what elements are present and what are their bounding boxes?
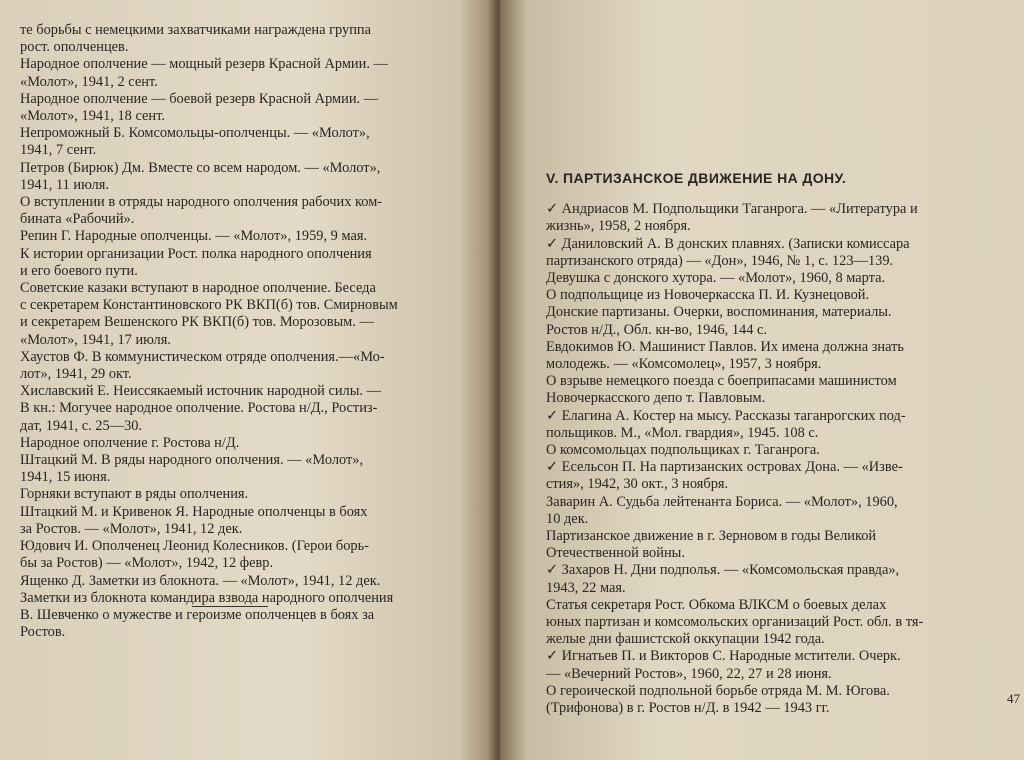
left-page-line: и секретарем Вешенского РК ВКП(б) тов. Морозовым. — [20, 314, 374, 331]
left-page-line: рост. ополченцев. [20, 39, 129, 56]
right-page-line: ✓ Игнатьев П. и Викторов С. Народные мстители. Очерк. [546, 648, 901, 665]
left-page-line: Хиславский Е. Неиссякаемый источник народной силы. — [20, 383, 381, 400]
right-page-line: Ростов н/Д., Обл. кн-во, 1946, 144 с. [546, 321, 768, 338]
left-page-line: К истории организации Рост. полка народного ополчения [20, 245, 372, 262]
right-page-line: жизнь», 1958, 2 ноября. [546, 218, 691, 235]
left-page-line: 1941, 7 сент. [20, 142, 97, 159]
right-page-line: ✓ Есельсон П. На партизанских островах Дона. — «Изве- [546, 459, 903, 476]
left-page-line: Юдович И. Ополченец Леонид Колесников. (Герои борь- [20, 538, 369, 555]
left-page-line: бината «Рабочий». [20, 211, 135, 228]
right-page-line: юных партизан и комсомольских организаций Рост. обл. в тя- [546, 614, 924, 631]
left-page-line: Советские казаки вступают в народное ополчение. Беседа [20, 280, 376, 297]
left-page-line: Заметки из блокнота командира взвода народного ополчения [20, 589, 394, 606]
right-page-text [546, 201, 1014, 717]
left-page-line: те борьбы с немецкими захватчиками награждена группа [20, 22, 371, 38]
left-page-line: Штацкий М. В ряды народного ополчения. — «Молот», [20, 452, 364, 469]
section-heading: V. ПАРТИЗАНСКОЕ ДВИЖЕНИЕ НА ДОНУ. [546, 170, 847, 186]
right-page-line: Статья секретаря Рост. Обкома ВЛКСМ о боевых делах [546, 596, 887, 613]
right-page-line: Новочеркасского депо т. Павловым. [546, 390, 766, 407]
left-page-line: «Молот», 1941, 2 сент. [20, 73, 158, 90]
right-page-line: О подпольщице из Новочеркасска П. И. Кузнецовой. [546, 287, 870, 304]
left-page-line: Непроможный Б. Комсомольцы-ополченцы. — «Молот», [20, 125, 370, 142]
left-page-line: 1941, 11 июля. [20, 176, 109, 193]
left-page-line: дат, 1941, с. 25—30. [20, 417, 143, 434]
left-page-text [20, 22, 470, 641]
right-page-line: ✓ Андриасов М. Подпольщики Таганрога. — «Литература и [546, 201, 918, 218]
right-page-line: ✓ Захаров Н. Дни подполья. — «Комсомольская правда», [546, 562, 900, 579]
left-page-line: Народное ополчение — мощный резерв Красной Армии. — [20, 56, 388, 73]
left-page [0, 0, 500, 760]
left-page-line: 1941, 15 июня. [20, 469, 111, 486]
left-page-line: Ростов. [20, 624, 66, 641]
left-page-line: В кн.: Могучее народное ополчение. Ростова н/Д., Ростиз- [20, 400, 378, 417]
right-page-line: 10 дек. [546, 510, 589, 527]
right-page-line: О героической подпольной борьбе отряда М. М. Югова. [546, 682, 890, 699]
left-page-line: с секретарем Константиновского РК ВКП(б) тов. Смирновым [20, 297, 398, 314]
left-page-line: бы за Ростов) — «Молот», 1942, 12 февр. [20, 555, 274, 572]
right-page-line: Отечественной войны. [546, 545, 685, 562]
right-page-line: Девушка с донского хутора. — «Молот», 1960, 8 марта. [546, 270, 886, 287]
left-page-line: В. Шевченко о мужестве и героизме ополченцев в боях за [20, 606, 375, 623]
right-page-line: стия», 1942, 30 окт., 3 ноября. [546, 476, 729, 493]
right-page-line: — «Вечерний Ростов», 1960, 22, 27 и 28 июня. [546, 665, 832, 682]
left-page-line: Хаустов Ф. В коммунистическом отряде ополчения.—«Мо- [20, 348, 385, 365]
right-page-line: Донские партизаны. Очерки, воспоминания, материалы. [546, 304, 892, 321]
section-divider [192, 606, 268, 607]
left-page-line: Ященко Д. Заметки из блокнота. — «Молот», 1941, 12 дек. [20, 572, 381, 589]
right-page-line: Евдокимов Ю. Машинист Павлов. Их имена должна знать [546, 338, 904, 355]
left-page-line: Народное ополчение — боевой резерв Красной Армии. — [20, 90, 379, 107]
right-page-line: польщиков. М., «Мол. гвардия», 1945. 108 с. [546, 424, 819, 441]
right-page-line: Заварин А. Судьба лейтенанта Бориса. — «Молот», 1960, [546, 493, 898, 510]
right-page-line: О взрыве немецкого поезда с боеприпасами машинистом [546, 373, 897, 390]
page-number: 47 [1007, 691, 1020, 706]
left-page-line: Штацкий М. и Кривенок Я. Народные ополченцы в боях [20, 503, 368, 520]
left-page-line: «Молот», 1941, 18 сент. [20, 108, 165, 125]
right-page-line: (Трифонова) в г. Ростов н/Д. в 1942 — 1943 гг. [546, 700, 830, 717]
left-page-line: Петров (Бирюк) Дм. Вместе со всем народом. — «Молот», [20, 159, 381, 176]
right-page-line: ✓ Елагина А. Костер на мысу. Рассказы таганрогских под- [546, 407, 906, 424]
left-page-line: Репин Г. Народные ополченцы. — «Молот», 1959, 9 мая. [20, 228, 368, 245]
left-page-line: «Молот», 1941, 17 июля. [20, 331, 171, 348]
right-page-line: партизанского отряда) — «Дон», 1946, № 1, с. 123—139. [546, 252, 894, 269]
left-page-line: О вступлении в отряды народного ополчения рабочих ком- [20, 194, 383, 211]
left-page-line: и его боевого пути. [20, 262, 138, 279]
right-page-line: молодежь. — «Комсомолец», 1957, 3 ноября. [546, 356, 822, 373]
left-page-line: Народное ополчение г. Ростова н/Д. [20, 434, 240, 451]
right-page [500, 0, 1024, 760]
right-page-line: ✓ Даниловский А. В донских плавнях. (Записки комиссара [546, 235, 910, 252]
right-page-line: 1943, 22 мая. [546, 579, 626, 596]
right-page-line: О комсомольцах подпольщиках г. Таганрога. [546, 442, 820, 459]
left-page-line: лот», 1941, 29 окт. [20, 366, 132, 383]
left-page-line: Горняки вступают в ряды ополчения. [20, 486, 249, 503]
left-page-line: за Ростов. — «Молот», 1941, 12 дек. [20, 520, 243, 537]
right-page-line: Партизанское движение в г. Зерновом в годы Великой [546, 528, 877, 545]
right-page-line: желые дни фашистской оккупации 1942 года. [546, 631, 825, 648]
